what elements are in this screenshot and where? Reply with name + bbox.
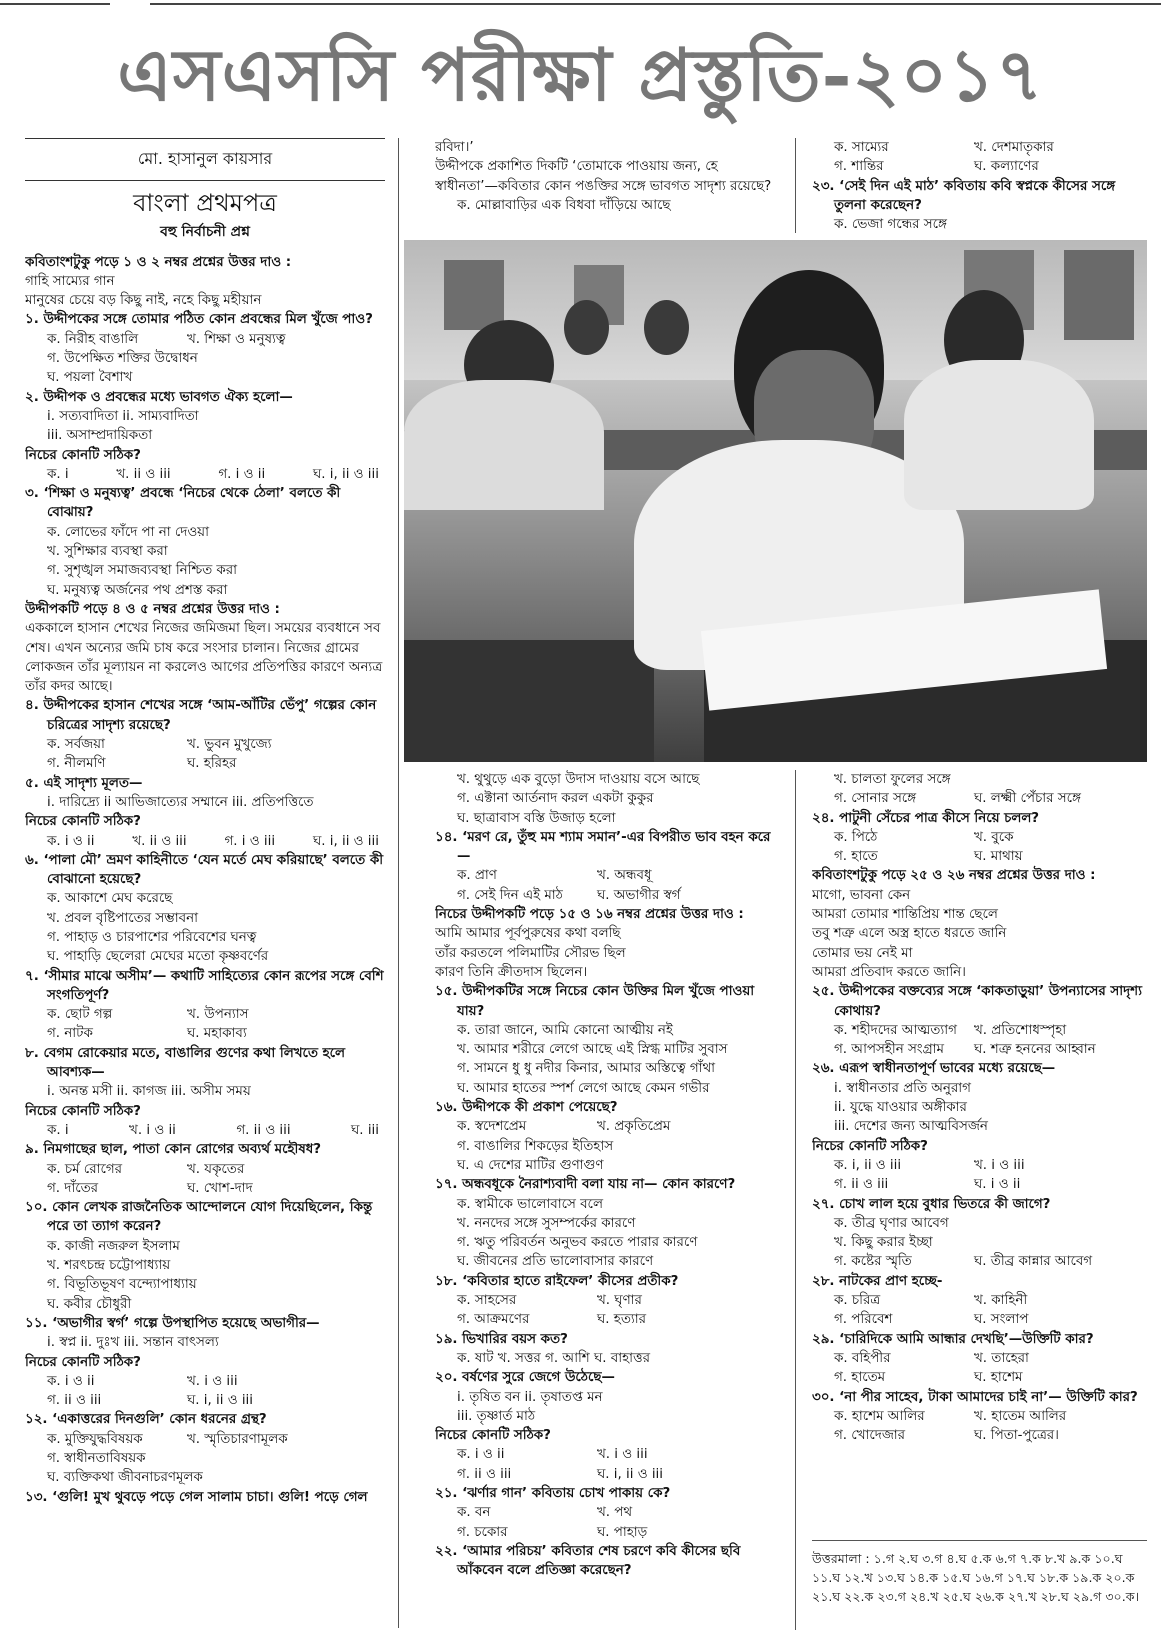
option-row [25,1430,385,1449]
option-text: গ. সোনার সঙ্গে [834,791,917,807]
question-list [812,770,1147,1445]
option-text: ক. মোল্লাবাড়ির এক বিধবা দাঁড়িয়ে আছে [457,197,671,213]
option-row [25,735,385,754]
option-text: গ. হাতেম [834,1370,886,1386]
option-text: গ. হাতে [834,849,878,865]
option-text: ঘ. হরিহর [187,756,237,772]
option-text: ক. ভেজা গন্ধের সঙ্গে [834,217,947,233]
question: ২৩. ‘সেই দিন এই মাঠ’ কবিতায় কবি স্বপ্নকে কীসের সঙ্গে তুলনা করেছেন? [812,178,1116,213]
stimulus-text: উদ্দীপকে প্রকাশিত দিকটি ‘তোমাকে পাওয়ায় জন্য, হে স্বাধীনতা’—কবিতার কোন পঙক্তির সঙ্গে ভাবগত সাদৃশ্য রয়েছে? [435,159,772,194]
option-text: ঘ. ছাত্রাবাস বস্তি উজাড় হলো [457,810,616,826]
option-row [812,1252,1147,1271]
option-text: খ. ii ও iii [116,466,171,482]
column-divider [398,138,399,1628]
option-text: ঘ. পয়লা বৈশাখ [47,370,133,386]
option-text: গ. এক্টানা আর্তনাদ করল একটা কুকুর [457,791,654,807]
option-text: ঘ. পিতা-পুত্রের। [974,1428,1059,1444]
option-text: খ. দেশমাতৃকার [974,140,1054,155]
option-text: ঘ. মাথায় [974,849,1023,865]
option-text: ঘ. iii [351,1122,379,1138]
question: ২২. ‘আমার পরিচয়’ কবিতার শেষ চরণে কবি কীসের ছবি আঁকবেন বলে প্রতিজ্ঞা করেছেন? [435,1543,741,1579]
question: ৪. উদ্দীপকের হাসান শেখের সঙ্গে ‘আম-আঁটির ভেঁপু’ গল্পের কোন চরিত্রের সাদৃশ্য রয়েছে? [25,698,377,733]
option-text: গ. ঋতু পরিবর্তন অনুভব করতে পারার কারণে [457,1235,698,1251]
option-text: গ. চকোর [457,1524,508,1540]
option-row [435,1445,775,1464]
option-text: খ. উপন্যাস [187,1007,249,1023]
option-text: ক. i ও ii [457,1447,505,1463]
option-text: গ. উপেক্ষিত শক্তির উদ্বোধন [47,351,198,367]
question: ১৬. উদ্দীপকে কী প্রকাশ পেয়েছে? [435,1100,618,1116]
question: ২৮. নাটকের প্রাণ হচ্ছে- [812,1273,943,1289]
option-text: খ. বুকে [974,829,1014,845]
stimulus-text: তাঁর করতলে পলিমাটির সৌরভ ছিল [435,945,626,961]
question: ৭. ‘সীমার মাঝে অসীম’— কথাটি সাহিত্যের কোন রূপের সঙ্গে বেশি সংগতিপূর্ণ? [25,968,384,1003]
option-text: খ. ভুবন মুখুজ্যে [187,737,272,753]
option-text: খ. প্রতিশোধস্পৃহা [974,1022,1067,1038]
option-text: ঘ. কল্যাণের [974,159,1039,175]
option-text: গ. নীলমণি [47,756,106,772]
question-list [812,138,1147,234]
option-text: খ. ii ও iii [132,833,187,849]
option-text: ক. পিঠে [834,829,878,845]
option-text: ক. হাশেম আলির [834,1408,925,1424]
option-text: খ. সুশিক্ষার ব্যবস্থা করা [47,544,168,560]
option-text: ক. সাহসের [457,1293,517,1309]
option-text: ঘ. কবীর চৌধুরী [47,1296,132,1312]
option-text: গ. i ও iii [224,833,276,849]
option-text: গ. i ও ii [218,466,266,482]
option-text: ক. স্বদেশপ্রেম [457,1119,527,1135]
stimulus-text: তবু শত্রু এলে অস্ত্র হাতে ধরতে জানি [812,926,1007,942]
option-text: i. স্বাধীনতার প্রতি অনুরাগ [834,1080,971,1096]
instruction: কবিতাংশটুকু পড়ে ২৫ ও ২৬ নম্বর প্রশ্নের উত্তর দাও : [812,868,1096,884]
author-rule [25,180,385,181]
option-text: ক. i ও ii [47,1373,95,1389]
column-2 [435,770,775,1630]
column-3 [812,770,1147,1630]
option-row [435,1503,775,1522]
option-text: গ. দাঁতের [47,1180,99,1196]
option-text: ক. i ও ii [47,833,95,849]
option-row [435,866,775,885]
option-text: ঘ. i, ii ও iii [312,466,379,482]
stimulus-text: আমরা প্রতিবাদ করতে জানি। [812,964,966,980]
option-text: খ. হাতেম আলির [974,1408,1067,1424]
option-text: ঘ. ব্যক্তিকথা জীবনাচরণমূলক [47,1470,203,1486]
option-row [25,330,385,349]
option-text: গ. সামনে ধু ধু নদীর কিনার, আমার অস্তিত্বে গাঁথা [457,1061,716,1077]
option-text: ক. আকাশে মেঘ করেছে [47,891,173,907]
question: ৩০. ‘না পীর সাহেব, টাকা আমাদের চাই না’— উক্তিটি কার? [812,1389,1138,1405]
option-row [435,1117,775,1136]
option-text: খ. থুথুড়ে এক বুড়ো উদাস দাওয়ায় বসে আছে [457,772,700,787]
option-text: ক. শহীদদের আত্মত্যাগ [834,1022,957,1038]
option-text: ক. সাম্যের [834,140,889,155]
option-text: ক. তারা জানে, আমি কোনো আত্মীয় নই [457,1022,673,1038]
question-list [435,770,775,1580]
question: ২০. বর্ষণের সুরে জেগে উঠেছে— [435,1370,615,1386]
option-text: ক. বন [457,1505,491,1521]
option-row [812,1175,1147,1194]
question: ২. উদ্দীপক ও প্রবন্ধের মধ্যে ভাবগত ঐক্য হলো— [25,389,293,405]
option-text: ক. চর্ম রোগের [47,1161,123,1177]
option-text: i. সত্যবাদিতা ii. সাম্যবাদিতা [47,408,199,424]
option-text: খ. শিক্ষা ও মনুষ্যত্ব [187,331,286,347]
option-text: ক. লোভের ফাঁদে পা না দেওয়া [47,524,209,540]
option-row [812,1310,1147,1329]
column-1 [25,138,385,1628]
option-text: গ. আপসহীন সংগ্রাম [834,1042,944,1058]
option-text: খ. কাহিনী [974,1293,1028,1309]
option-row [25,1391,385,1410]
option-text: ঘ. পাহাড়ি ছেলেরা মেঘের মতো কৃষ্ণবর্ণের [47,949,269,965]
option-text: iii. তৃষ্ণার্ত মাঠ [457,1408,536,1424]
option-row [435,886,775,905]
option-row [812,847,1147,866]
option-text: ক. i, ii ও iii [834,1157,902,1173]
option-text: গ. বাঙালির শিকড়ের ইতিহাস [457,1138,614,1154]
instruction: উদ্দীপকটি পড়ে ৪ ও ৫ নম্বর প্রশ্নের উত্তর দাও : [25,601,280,617]
stimulus-text: কারণ তিনি ক্রীতদাস ছিলেন। [435,964,588,980]
instruction: নিচের কোনটি সঠিক? [25,1103,141,1119]
option-text: ক. তীব্র ঘৃণার আবেগ [834,1215,949,1231]
question: ২৫. উদ্দীপকের বক্তব্যের সঙ্গে ‘কাকতাড়ুয়া’ উপন্যাসের সাদৃশ্য কোথায়? [812,984,1142,1019]
option-text: গ. সুশৃঙ্খল সমাজব্যবস্থা নিশ্চিত করা [47,563,238,579]
option-text: ক. i [47,466,69,482]
question: ৯. নিমগাছের ছাল, পাতা কোন রোগের অব্যর্থ মহৌষধ? [25,1142,321,1158]
option-text: ক. স্বামীকে ভালোবাসে বলে [457,1196,603,1212]
option-text: ক. ষাট খ. সত্তর গ. আশি ঘ. বাহাত্তর [457,1350,650,1366]
question: ১৮. ‘কবিতার হাতে রাইফেল’ কীসের প্রতীক? [435,1273,679,1289]
option-row [812,1368,1147,1387]
option-text: গ. ii ও iii [457,1466,512,1482]
option-text: ঘ. তীব্র কান্নার আবেগ [974,1254,1093,1270]
option-text: খ. i ও iii [187,1373,238,1389]
answer-key: উত্তরমালা : ১.গ ২.ঘ ৩.গ ৪.ঘ ৫.ক ৬.গ ৭.ক ৮.খ ৯.ক ১০.ঘ ১১.ঘ ১২.খ ১৩.ঘ ১৪.ক ১৫.ঘ ১৬.গ ১৭.ঘ ১৮.ক ১৯.ক ২০.ক ২১.ঘ ২২.ক ২৩.গ ২৪.খ ২৫.ঘ ২৬.ক ২৭.খ ২৮.ঘ ২৯.গ ৩০.ক। [812,1540,1147,1606]
question: ১৪. ‘মরণ রে, তুঁহু মম শ্যাম সমান’-এর বিপরীত ভাব বহন করে— [435,829,771,865]
option-text: ঘ. পাহাড় [597,1524,648,1540]
question: ১২. ‘একাত্তরের দিনগুলি’ কোন ধরনের গ্রন্থ? [25,1412,267,1428]
option-row [25,1372,385,1391]
option-row [812,138,1147,157]
option-text: গ. স্বাধীনতাবিষয়ক [47,1451,146,1466]
option-text: খ. আমার শরীরে লেগে আছে এই স্নিগ্ধ মাটির সুবাস [457,1042,728,1058]
option-row [25,832,385,851]
option-text: i. স্বপ্ন ii. দুঃখ iii. সন্তান বাৎসল্য [47,1335,219,1351]
option-row [435,1523,775,1542]
option-text: গ. কষ্টের স্মৃতি [834,1254,912,1270]
question: ১১. ‘অভাগীর স্বর্গ’ গল্পে উপস্থাপিত হয়েছে অভাগীর— [25,1315,320,1331]
option-row [812,1040,1147,1059]
column-divider [795,770,796,1630]
option-text: i. দারিদ্র্যে ii আভিজাত্যের সম্মানে iii. প্রতিপত্তিতে [47,794,314,810]
instruction: কবিতাংশটুকু পড়ে ১ ও ২ নম্বর প্রশ্নের উত্তর দাও : [25,254,292,270]
option-text: খ. i ও iii [597,1447,648,1463]
option-row [812,1291,1147,1310]
stimulus-text: মানুষের চেয়ে বড় কিছু নাই, নহে কিছু মহীয়ান [25,293,262,309]
option-row [812,1156,1147,1175]
option-text: খ. কিছু করার ইচ্ছা [834,1235,933,1251]
question: ২৪. পাটুনী সেঁচের পাত্র কীসে নিয়ে চলল? [812,810,1040,826]
option-text: খ. প্রবল বৃষ্টিপাতের সম্ভাবনা [47,910,198,926]
option-text: iii. দেশের জন্য আত্মবিসর্জন [834,1119,988,1135]
option-text: খ. পথ [597,1505,633,1521]
option-row [435,1291,775,1310]
option-text: ঘ. i ও ii [974,1177,1021,1193]
option-text: খ. শরৎচন্দ্র চট্টোপাধ্যায় [47,1258,171,1274]
question: ১৭. অন্ধবধূকে নৈরাশ্যবাদী বলা যায় না— কোন কারণে? [435,1177,736,1193]
subject-title: বাংলা প্রথমপত্র [133,189,277,218]
option-row [435,1310,775,1329]
column-3-top [812,138,1147,238]
question: ২৯. ‘চারিদিকে আমি আন্ধার দেখছি’—উক্তিটি কার? [812,1331,1094,1347]
question: ১৫. উদ্দীপকটির সঙ্গে নিচের কোন উক্তির মিল খুঁজে পাওয়া যায়? [435,984,755,1019]
option-text: গ. বিভূতিভূষণ বন্দ্যোপাধ্যায় [47,1277,197,1293]
option-text: খ. i ও iii [974,1157,1025,1173]
option-text: গ. শান্তির [834,159,884,175]
top-rule [0,0,1161,6]
option-text: খ. ননদের সঙ্গে সুসম্পর্কের কারণে [457,1215,636,1231]
option-text: ক. মুক্তিযুদ্ধবিষয়ক [47,1431,143,1447]
instruction: নিচের কোনটি সঠিক? [25,814,141,830]
question: ২৭. চোখ লাল হয়ে বুধার ভিতরে কী জাগে? [812,1196,1051,1212]
banner-title: এসএসসি পরীক্ষা প্রস্তুতি-২০১৭ [117,32,1044,117]
question: ৫. এই সাদৃশ্য মূলত— [25,775,143,791]
option-text: গ. সেই দিন এই মাঠ [457,887,563,903]
option-text: খ. স্মৃতিচারণামূলক [187,1431,288,1447]
stimulus-text: এককালে হাসান শেখের নিজের জমিজমা ছিল। সময়ের ব্যবধানে সব শেষ। এখন অন্যের জমি চাষ করে সংসার চালান। নিজের গ্রামের লোকজন তাঁর মূল্যায়ন না করলেও আগের প্রতিপত্তির কারণে অন্যত্র তাঁর কদর আছে। [25,621,383,695]
option-text: গ. ii ও iii [47,1393,102,1409]
option-text: গ. ii ও iii [236,1122,291,1138]
option-text: খ. প্রকৃতিপ্রেম [597,1119,671,1135]
option-row [435,1465,775,1484]
author-name: মো. হাসানুল কায়সার [25,138,385,176]
question: ৮. বেগম রোকেয়ার মতে, বাঙালির গুণের কথা লিখতে হলে আবশ্যক— [25,1045,345,1081]
question: ১০. কোন লেখক রাজনৈতিক আন্দোলনে যোগ দিয়েছিলেন, কিন্তু পরে তা ত্যাগ করেন? [25,1200,373,1235]
column-divider [795,138,796,233]
option-row [25,1121,385,1140]
option-text: গ. খোদেজার [834,1428,906,1444]
option-text: ঘ. মহাকাব্য [187,1026,247,1042]
option-text: খ. অন্ধবধূ [597,868,652,884]
option-text: ক. চরিত্র [834,1293,881,1309]
instruction: নিচের কোনটি সঠিক? [435,1428,551,1444]
question: ১৯. ভিখারির বয়স কত? [435,1331,568,1347]
option-text: গ. পাহাড় ও চারপাশের পরিবেশের ঘনত্ব [47,929,257,945]
option-text: ক. i [47,1122,69,1138]
option-row [812,1407,1147,1426]
option-text: ঘ. i, ii ও iii [187,1393,253,1409]
option-text: গ. নাটক [47,1026,93,1042]
option-text: ক. বহিপীর [834,1350,891,1366]
option-text: ঘ. অভাগীর স্বর্গ [597,887,681,903]
option-text: খ. i ও ii [129,1122,176,1138]
option-row [25,1005,385,1024]
instruction: নিচের কোনটি সঠিক? [812,1138,928,1154]
option-text: ঘ. এ দেশের মাটির গুণাগুণ [457,1157,604,1173]
option-text: ক. নিরীহ বাঙালি [47,331,139,347]
option-text: ঘ. i, ii ও iii [312,833,379,849]
option-text: গ. আক্রমণের [457,1312,530,1328]
option-text: ঘ. হত্যার [597,1312,646,1328]
option-row [812,789,1147,808]
stimulus-text: মাগো, ভাবনা কেন [812,887,911,903]
option-text: ঘ. সংলাপ [974,1312,1029,1328]
option-text: ঘ. মনুষ্যত্ব অর্জনের পথ প্রশস্ত করা [47,582,228,598]
question: ৩. ‘শিক্ষা ও মনুষ্যত্ব’ প্রবন্ধে ‘নিচের থেকে ঠেলা’ বলতে কী বোঝায়? [25,486,341,521]
stimulus-text: আমরা তোমার শান্তিপ্রিয় শান্ত ছেলে [812,907,998,923]
option-text: গ. ii ও iii [834,1177,889,1193]
option-text: খ. যকৃতের [187,1161,245,1177]
option-text: গ. পরিবেশ [834,1312,893,1328]
instruction: নিচের উদ্দীপকটি পড়ে ১৫ ও ১৬ নম্বর প্রশ্নের উত্তর দাও : [435,907,744,923]
option-text: খ. চালতা ফুলের সঙ্গে [834,772,951,787]
option-row [812,1349,1147,1368]
option-text: ক. ছোট গল্প [47,1007,113,1023]
option-row [812,157,1147,176]
stimulus-text: তোমার ভয় নেই মা [812,945,913,961]
instruction: নিচের কোনটি সঠিক? [25,447,141,463]
option-text: ক. কাজী নজরুল ইসলাম [47,1238,180,1254]
option-text: ঘ. শত্রু হননের আহ্বান [974,1042,1096,1058]
question: ১৩. ‘গুলি! মুখ থুবড়ে পড়ে গেল সালাম চাচা। গুলি! পড়ে গেল [25,1489,368,1505]
option-row [25,465,385,484]
option-row [812,828,1147,847]
stimulus-text: আমি আমার পূর্বপুরুষের কথা বলছি [435,926,621,942]
section-title: বহু নির্বাচনী প্রশ্ন [160,224,250,241]
question-list [25,253,385,1507]
option-text: ঘ. জীবনের প্রতি ভালোবাসার কারণে [457,1254,654,1270]
exam-hall-photo [404,240,1147,762]
question-list [435,138,775,215]
option-text: খ. ঘৃণার [597,1293,642,1309]
option-text: ঘ. আমার হাতের স্পর্শ লেগে আছে কেমন গভীর [457,1080,710,1096]
question: ৬. ‘পালা মৌ’ ভ্রমণ কাহিনীতে ‘যেন মর্তে মেঘ করিয়াছে’ বলতে কী বোঝানো হয়েছে? [25,852,384,888]
option-row [812,1426,1147,1445]
option-text: ঘ. লক্ষ্মী পেঁচার সঙ্গে [974,791,1081,807]
option-text: ii. যুদ্ধে যাওয়ার অঙ্গীকার [834,1100,967,1116]
stimulus-text: রবিদা।’ [435,140,474,155]
column-2-top [435,138,775,238]
option-row [812,1021,1147,1040]
option-row [25,1179,385,1198]
option-text: iii. অসাম্প্রদায়িকতা [47,428,153,444]
option-text: ক. সর্বজয়া [47,737,105,753]
option-row [25,754,385,773]
instruction: নিচের কোনটি সঠিক? [25,1354,141,1370]
option-text: ঘ. হাশেম [974,1370,1023,1386]
option-row [25,1024,385,1043]
option-row [25,1160,385,1179]
question: ২৬. এরূপ স্বাধীনতাপূর্ণ ভাবের মধ্যে রয়েছে— [812,1061,1056,1077]
stimulus-text: গাহি সাম্যের গান [25,273,115,289]
option-text: ক. প্রাণ [457,868,497,884]
question: ২১. ‘ঝর্ণার গান’ কবিতায় চোখ পাকায় কে? [435,1485,671,1501]
option-text: খ. তাহেরা [974,1350,1029,1366]
question: ১. উদ্দীপকের সঙ্গে তোমার পঠিত কোন প্রবন্ধের মিল খুঁজে পাও? [25,312,373,328]
option-text: ঘ. i, ii ও iii [597,1466,663,1482]
option-text: i. তৃষিত বন ii. তৃষাতপ্ত মন [457,1389,603,1405]
option-text: ঘ. খোশ-দাদ [187,1180,253,1196]
option-text: i. অনন্ত মসী ii. কাগজ iii. অসীম সময় [47,1084,251,1100]
